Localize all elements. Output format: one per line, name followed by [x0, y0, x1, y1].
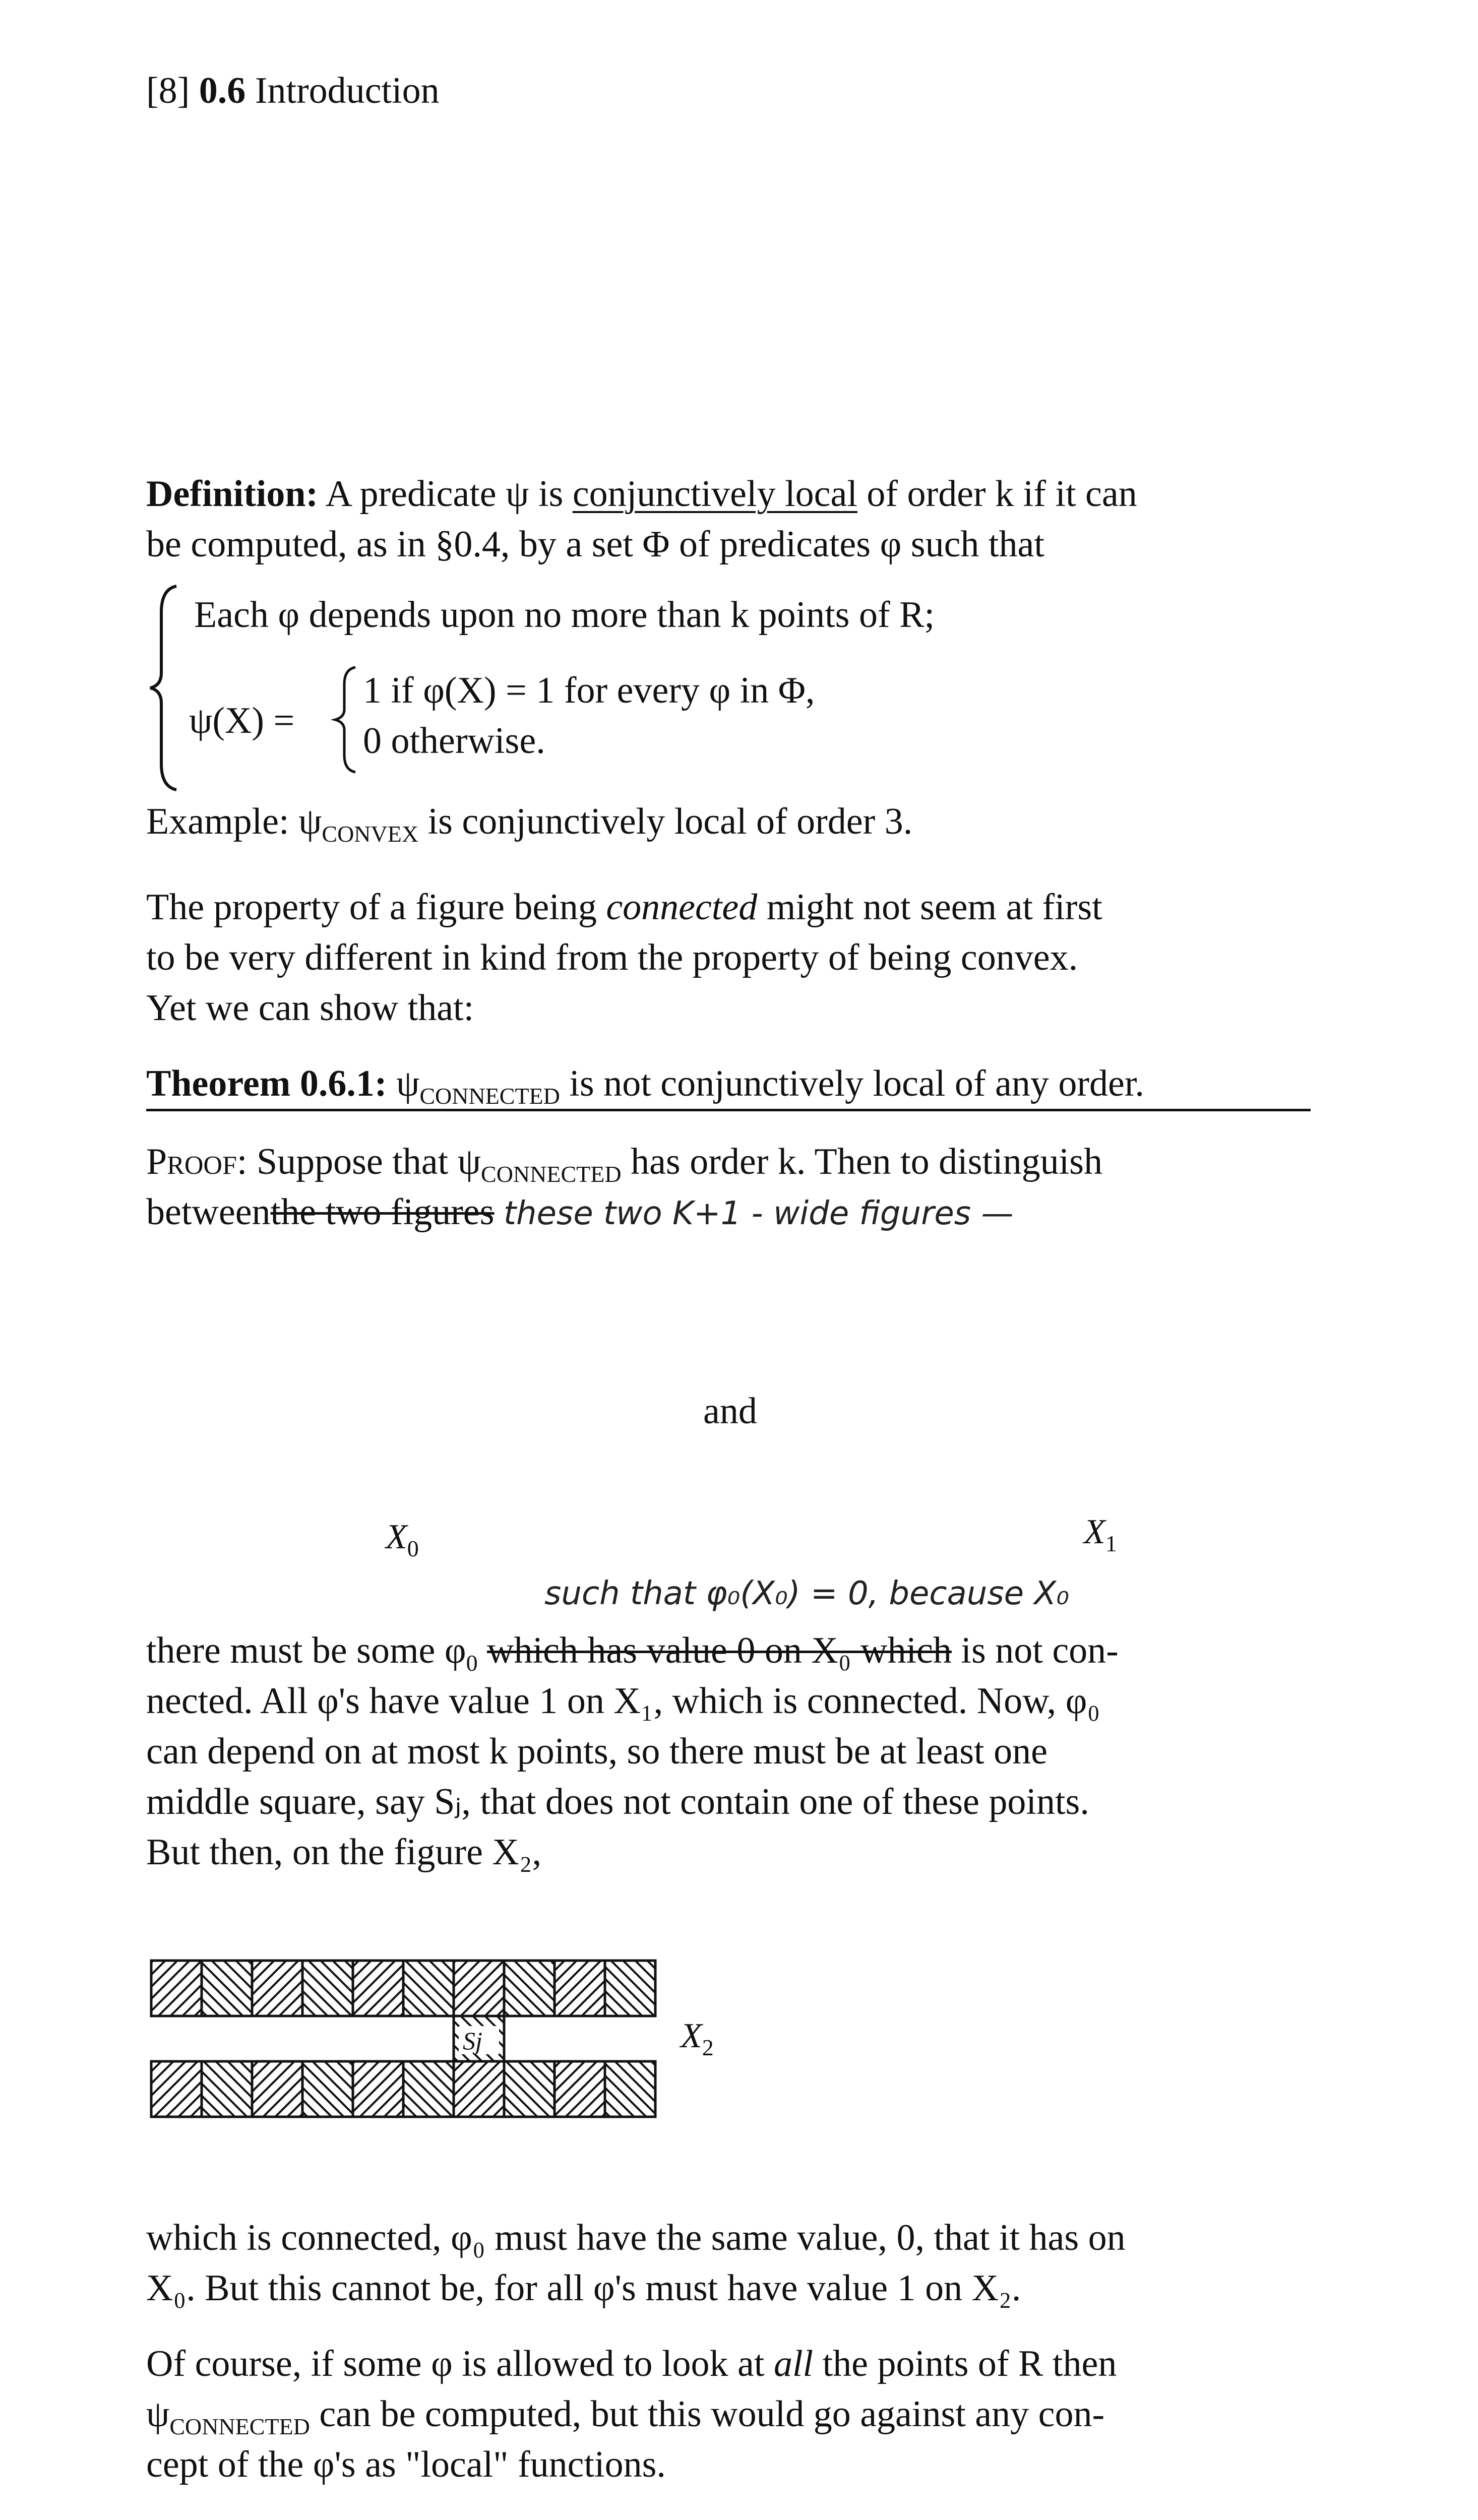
handwritten-insert: these two K+1 - wide figures — [503, 1195, 1014, 1232]
case-zero: 0 otherwise. [363, 720, 545, 762]
chapter-title: Introduction [255, 70, 440, 111]
figure-x1-letter: X [1084, 1513, 1105, 1551]
proof-text: Suppose that ψ [256, 1141, 481, 1182]
para1-text: might not seem at first [766, 887, 1102, 928]
theorem-label: Theorem 0.6.1: [146, 1063, 387, 1104]
figure-x1-label [1084, 1512, 1117, 1557]
para2-line-5: But then, on the figure X₂, [146, 1832, 542, 1873]
figure-x2 [146, 1956, 701, 2122]
proof-label: Proof: [146, 1141, 248, 1182]
para2-text: is not con- [961, 1630, 1119, 1671]
definition-label: Definition: [146, 473, 319, 515]
struck-text: the two figures [270, 1191, 495, 1233]
theorem-underline [146, 1109, 1311, 1111]
definition-condition-1: Each φ depends upon no more than k points of R; [194, 594, 935, 636]
para4-text: Of course, if some φ is allowed to look at [146, 2343, 765, 2384]
figure-x0-letter: X [386, 1518, 407, 1556]
para3-line-2: X₀. But this cannot be, for all φ's must have value 1 on X₂. [146, 2267, 1021, 2309]
para2-line-4: middle square, say Sⱼ, that does not contain one of these points. [146, 1781, 1089, 1822]
para4-emphasis: all [773, 2343, 814, 2384]
theorem-psi: ψ [396, 1063, 420, 1104]
cases-brace [330, 664, 360, 775]
example-label: Example: ψ [146, 801, 322, 842]
definition-term: conjunctively local [572, 473, 857, 515]
page-header [146, 66, 440, 116]
figure-x2-subscript: 2 [702, 2035, 714, 2060]
theorem-text: is not conjunctively local of any order. [569, 1063, 1144, 1104]
psi-equation-lhs: ψ(X) = [189, 700, 295, 741]
case-one: 1 if φ(X) = 1 for every φ in Φ, [363, 670, 815, 711]
example-subscript: CONVEX [322, 821, 419, 847]
para1-emphasis: connected [606, 887, 758, 928]
proof-line-2 [146, 1187, 1013, 1239]
para2-line-2: nected. All φ's have value 1 on X₁, which is connected. Now, φ₀ [146, 1680, 1100, 1722]
para1-text: The property of a figure being [146, 887, 597, 928]
definition-line-1 [146, 469, 1137, 519]
handwritten-insert-2: such that φ₀(X₀) = 0, because X₀ [544, 1575, 1069, 1612]
para2-subscript: 0 [466, 1650, 478, 1676]
proof-text: between [146, 1191, 271, 1233]
figure-x0-subscript: 0 [407, 1536, 419, 1561]
page-number: [8] [146, 70, 190, 111]
para4-psi: ψ [146, 2393, 170, 2435]
figure-x2-label [681, 2016, 714, 2061]
para4-line-1 [146, 2339, 1117, 2389]
definition-text: of order k if it can [867, 473, 1137, 515]
example-line [146, 796, 912, 859]
para2-line-3: can depend on at most k points, so there must be at least one [146, 1731, 1048, 1772]
proof-subscript: CONNECTED [481, 1161, 622, 1187]
para4-text: can be computed, but this would go against any con- [319, 2393, 1105, 2435]
x2-top-row [151, 1961, 655, 2016]
example-text: is conjunctively local of order 3. [427, 801, 913, 842]
para1-line-1 [146, 882, 1102, 932]
definition-text: A predicate ψ is [325, 473, 564, 515]
para1-line-3: Yet we can show that: [146, 987, 474, 1029]
para4-line-3: cept of the φ's as "local" functions. [146, 2444, 666, 2485]
figure-x2-letter: X [681, 2017, 702, 2055]
para2-text: there must be some φ [146, 1630, 466, 1671]
section-number: 0.6 [199, 70, 246, 111]
figure-x0-label [386, 1517, 419, 1562]
theorem-subscript: CONNECTED [419, 1083, 560, 1109]
para3-line-1: which is connected, φ₀ must have the same value, 0, that it has on [146, 2217, 1126, 2258]
sj-label: Sj [463, 2027, 482, 2055]
para4-text: the points of R then [822, 2343, 1117, 2384]
para4-subscript: CONNECTED [169, 2414, 310, 2439]
and-connector: and [703, 1391, 757, 1432]
para1-line-2: to be very different in kind from the property of being convex. [146, 937, 1078, 978]
definition-line-2: be computed, as in §0.4, by a set Φ of predicates φ such that [146, 524, 1044, 565]
figure-x1-subscript: 1 [1105, 1531, 1117, 1556]
proof-text: has order k. Then to distinguish [631, 1141, 1102, 1182]
left-brace [146, 582, 187, 794]
theorem-line [146, 1058, 1144, 1121]
struck-text: which has value 0 on X₀ which [487, 1630, 952, 1671]
x2-bottom-row [151, 2061, 655, 2117]
